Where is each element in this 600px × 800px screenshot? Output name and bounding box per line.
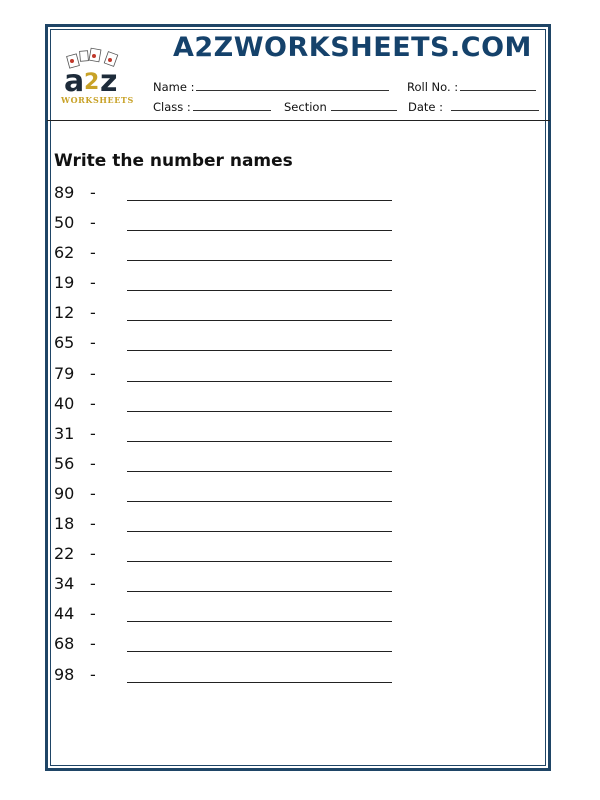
number-value: 98 bbox=[54, 664, 75, 684]
dash-separator: - bbox=[90, 604, 96, 624]
answer-line[interactable] bbox=[127, 260, 392, 261]
number-value: 19 bbox=[54, 273, 75, 293]
answer-line[interactable] bbox=[127, 471, 392, 472]
answer-line[interactable] bbox=[127, 411, 392, 412]
worksheet-heading: Write the number names bbox=[54, 151, 293, 171]
class-label: Class : bbox=[153, 100, 191, 114]
section-label: Section bbox=[284, 100, 327, 114]
dash-separator: - bbox=[90, 183, 96, 202]
a2z-logo bbox=[58, 47, 138, 107]
number-value: 89 bbox=[54, 183, 75, 202]
number-value: 18 bbox=[54, 514, 75, 534]
dash-separator: - bbox=[90, 514, 96, 534]
dash-separator: - bbox=[90, 393, 96, 413]
dash-separator: - bbox=[90, 273, 96, 293]
number-value: 50 bbox=[54, 213, 75, 233]
answer-line[interactable] bbox=[127, 381, 392, 382]
svg-text:z: z bbox=[100, 64, 118, 99]
answer-line[interactable] bbox=[127, 651, 392, 652]
svg-text:a: a bbox=[64, 64, 85, 99]
class-input-line[interactable] bbox=[193, 100, 271, 111]
date-input-line[interactable] bbox=[451, 100, 539, 111]
dash-separator: - bbox=[90, 363, 96, 383]
svg-text:2: 2 bbox=[84, 70, 100, 95]
name-field bbox=[153, 80, 389, 94]
name-input-line[interactable] bbox=[196, 80, 389, 91]
number-value: 90 bbox=[54, 483, 75, 503]
answer-line[interactable] bbox=[127, 561, 392, 562]
dash-separator: - bbox=[90, 544, 96, 564]
answer-line[interactable] bbox=[127, 501, 392, 502]
dash-separator: - bbox=[90, 243, 96, 263]
dash-separator: - bbox=[90, 303, 96, 323]
dash-separator: - bbox=[90, 213, 96, 233]
answer-line[interactable] bbox=[127, 230, 392, 231]
number-value: 40 bbox=[54, 393, 75, 413]
site-title: A2ZWORKSHEETS.COM bbox=[173, 32, 532, 63]
page-border-inner bbox=[50, 29, 546, 766]
number-value: 22 bbox=[54, 544, 75, 564]
answer-line[interactable] bbox=[127, 350, 392, 351]
section-field bbox=[284, 100, 397, 114]
class-field bbox=[153, 100, 271, 114]
number-value: 34 bbox=[54, 574, 75, 594]
date-label: Date : bbox=[408, 100, 444, 114]
number-value: 65 bbox=[54, 333, 75, 353]
answer-line[interactable] bbox=[127, 200, 392, 201]
answer-line[interactable] bbox=[127, 591, 392, 592]
dash-separator: - bbox=[90, 423, 96, 443]
section-input-line[interactable] bbox=[331, 100, 397, 111]
number-value: 62 bbox=[54, 243, 75, 263]
number-value: 56 bbox=[54, 453, 75, 473]
header-divider bbox=[47, 120, 550, 121]
roll-field bbox=[407, 80, 536, 94]
dash-separator: - bbox=[90, 333, 96, 353]
number-value: 79 bbox=[54, 363, 75, 383]
answer-line[interactable] bbox=[127, 290, 392, 291]
answer-line[interactable] bbox=[127, 441, 392, 442]
number-value: 12 bbox=[54, 303, 75, 323]
dash-separator: - bbox=[90, 453, 96, 473]
dash-separator: - bbox=[90, 634, 96, 654]
logo-text: WORKSHEETS bbox=[61, 95, 134, 105]
answer-line[interactable] bbox=[127, 531, 392, 532]
dash-separator: - bbox=[90, 574, 96, 594]
dash-separator: - bbox=[90, 483, 96, 503]
roll-label: Roll No. : bbox=[407, 80, 459, 94]
number-value: 31 bbox=[54, 423, 75, 443]
answer-line[interactable] bbox=[127, 682, 392, 683]
date-field bbox=[408, 100, 539, 114]
roll-input-line[interactable] bbox=[460, 80, 536, 91]
number-value: 68 bbox=[54, 634, 75, 654]
name-label: Name : bbox=[153, 80, 195, 94]
dash-separator: - bbox=[90, 664, 96, 684]
number-value: 44 bbox=[54, 604, 75, 624]
answer-line[interactable] bbox=[127, 320, 392, 321]
answer-line[interactable] bbox=[127, 621, 392, 622]
